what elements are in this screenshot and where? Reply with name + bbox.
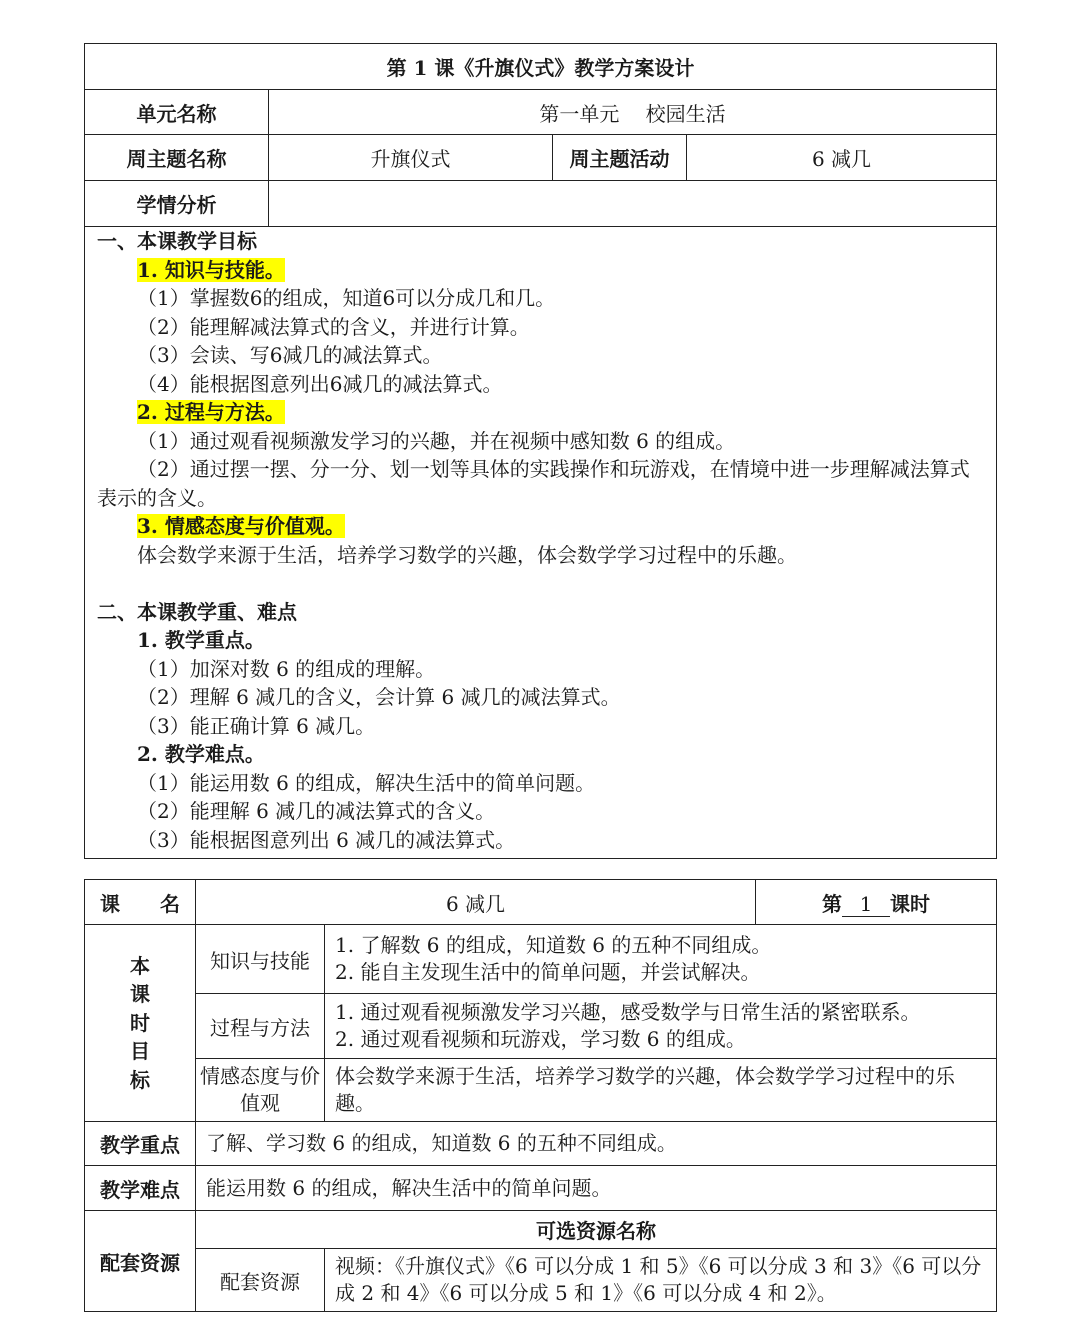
goals-label-char: 课 <box>130 982 150 1007</box>
process-item: 1. 通过观看视频激发学习兴趣，感受数学与日常生活的紧密联系。 <box>335 1000 921 1024</box>
analysis-label: 学情分析 <box>85 181 269 227</box>
theme-value: 升旗仪式 <box>269 135 553 181</box>
lesson-period <box>756 880 997 925</box>
plan-title: 第 1 课《升旗仪式》教学方案设计 <box>85 44 997 90</box>
period-number: 1 <box>842 892 890 917</box>
unit-value: 第一单元 校园生活 <box>269 90 997 135</box>
lesson-table <box>84 879 997 1312</box>
goal1-item: （4）能根据图意列出6减几的减法算式。 <box>137 371 503 396</box>
plan-table <box>84 43 997 859</box>
goals-label-char: 目 <box>130 1039 150 1064</box>
unit-label: 单元名称 <box>85 90 269 135</box>
resources-sub-label: 配套资源 <box>196 1249 325 1312</box>
analysis-value <box>269 181 997 227</box>
goal1-item: （3）会读、写6减几的减法算式。 <box>137 343 443 367</box>
key-point-item: （1）加深对数 6 的组成的理解。 <box>137 656 436 681</box>
diff-text: 能运用数 6 的组成，解决生活中的简单问题。 <box>196 1166 997 1211</box>
theme-label: 周主题名称 <box>85 135 269 181</box>
goal2-title: 2. 过程与方法。 <box>137 400 285 424</box>
goal1-title: 1. 知识与技能。 <box>137 257 285 282</box>
diff-label: 教学难点 <box>85 1166 196 1211</box>
process-label: 过程与方法 <box>196 994 325 1059</box>
key-label: 教学重点 <box>85 1122 196 1166</box>
key-point-item: （3）能正确计算 6 减几。 <box>137 713 376 738</box>
process-item: 2. 通过观看视频和玩游戏，学习数 6 的组成。 <box>335 1027 746 1051</box>
goal2-item: （2）通过摆一摆、分一分、划一划等具体的实践操作和玩游戏，在情境中进一步理解减法算式表示的含义。 <box>97 457 970 510</box>
knowledge-label: 知识与技能 <box>196 925 325 994</box>
goals-label-char: 本 <box>130 953 150 978</box>
emotion-text: 体会数学来源于生活，培养学习数学的兴趣，体会数学学习过程中的乐趣。 <box>325 1059 997 1122</box>
emotion-label: 情感态度与价值观 <box>196 1059 325 1122</box>
goal3-text: 体会数学来源于生活，培养学习数学的兴趣，体会数学学习过程中的乐趣。 <box>137 542 797 567</box>
knowledge-cell <box>325 925 997 994</box>
section-key-title: 二、本课教学重、难点 <box>97 599 297 624</box>
knowledge-item: 1. 了解数 6 的组成，知道数 6 的五种不同组成。 <box>335 933 772 957</box>
difficulty-item: （2）能理解 6 减几的减法算式的含义。 <box>137 799 496 823</box>
section-goals-title: 一、本课教学目标 <box>97 229 257 253</box>
period-prefix: 第 <box>822 891 842 916</box>
key-point-item: （2）理解 6 减几的含义，会计算 6 减几的减法算式。 <box>137 685 621 709</box>
lesson-name-label: 课 名 <box>85 880 196 925</box>
period-suffix: 课时 <box>890 891 930 916</box>
difficulty-item: （3）能根据图意列出 6 减几的减法算式。 <box>137 827 516 852</box>
goal1-item: （1）掌握数6的组成，知道6可以分成几和几。 <box>137 286 556 310</box>
goals-label-char: 时 <box>130 1010 150 1035</box>
goal2-item: （1）通过观看视频激发学习的兴趣，并在视频中感知数 6 的组成。 <box>137 428 736 453</box>
resources-header: 可选资源名称 <box>196 1211 997 1249</box>
activity-label: 周主题活动 <box>553 135 687 181</box>
difficulties-title: 2. 教学难点。 <box>137 742 265 766</box>
lesson-name-value: 6 减几 <box>196 880 756 925</box>
goals-content <box>85 227 997 859</box>
key-points-title: 1. 教学重点。 <box>137 628 265 652</box>
goal1-item: （2）能理解减法算式的含义，并进行计算。 <box>137 314 530 339</box>
knowledge-item: 2. 能自主发现生活中的简单问题，并尝试解决。 <box>335 960 761 984</box>
activity-value: 6 减几 <box>687 135 997 181</box>
key-text: 了解、学习数 6 的组成，知道数 6 的五种不同组成。 <box>196 1122 997 1166</box>
resources-text: 视频：《升旗仪式》《6 可以分成 1 和 5》《6 可以分成 3 和 3》《6 可以分成 2 和 4》《6 可以分成 5 和 1》《6 可以分成 4 和 2》。 <box>325 1249 997 1312</box>
process-cell <box>325 994 997 1059</box>
resources-label: 配套资源 <box>85 1211 196 1312</box>
lesson-goals-label <box>85 925 196 1122</box>
goal3-title: 3. 情感态度与价值观。 <box>137 514 345 538</box>
difficulty-item: （1）能运用数 6 的组成，解决生活中的简单问题。 <box>137 770 596 795</box>
goals-label-char: 标 <box>130 1067 150 1092</box>
